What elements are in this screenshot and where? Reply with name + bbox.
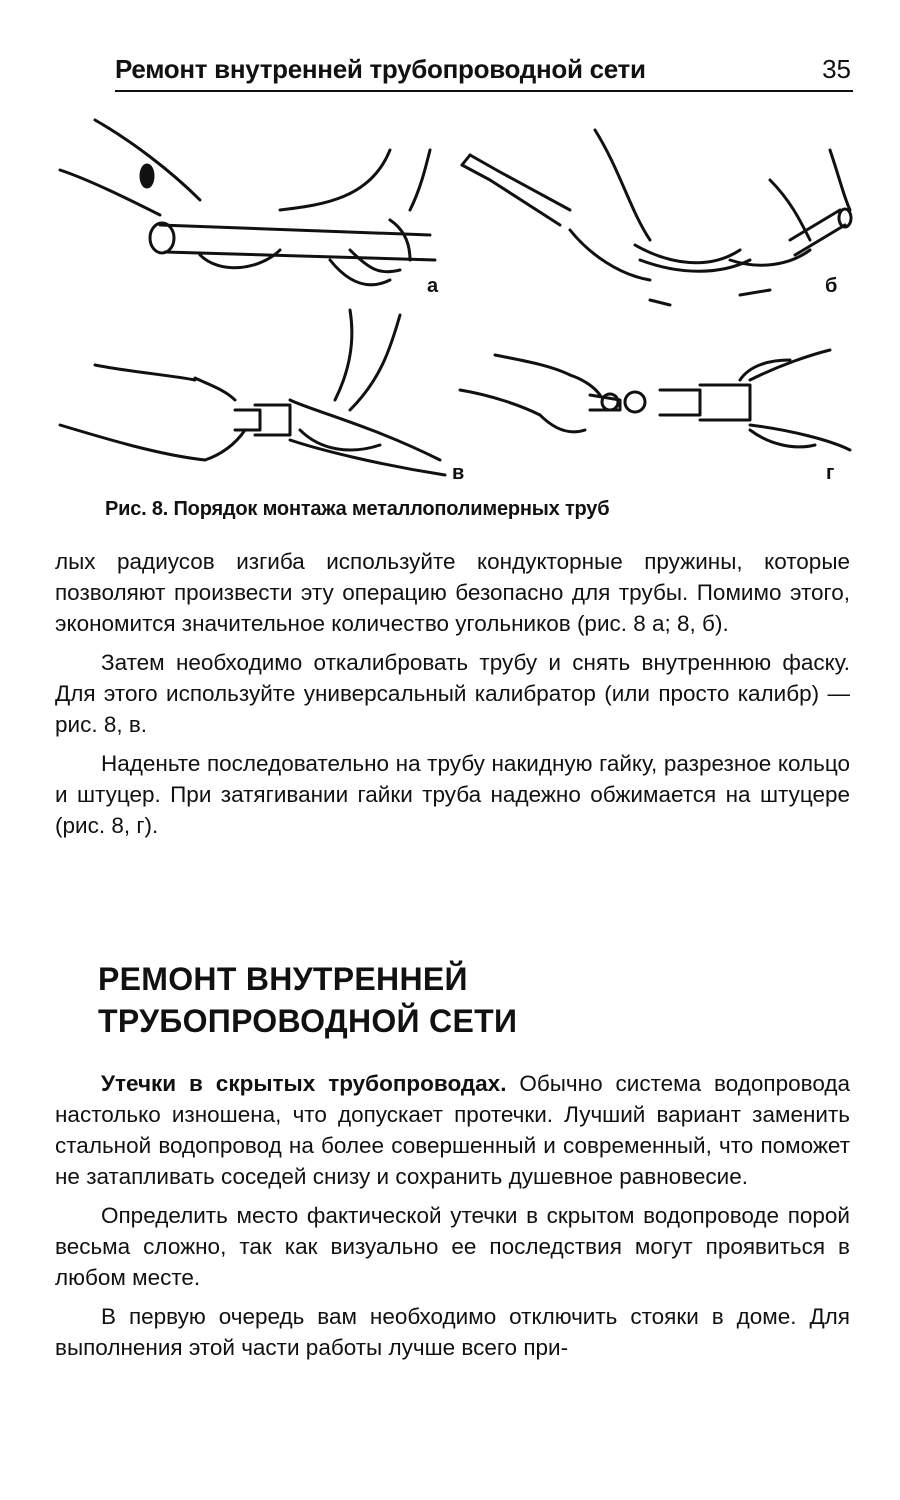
paragraph: лых радиусов изгиба используйте кондукторные пружины, которые позволяют произвести эту операцию безопасно для трубы. Помимо этого, экономится значительное количество угольников (рис. 8 а; 8, б). (55, 549, 850, 636)
paragraph: Определить место фактической утечки в скрытом водопроводе порой весьма сложно, так как визуально ее последствия могут проявиться в любом месте. (55, 1203, 850, 1290)
section-continuation (55, 546, 850, 841)
hands-bending-pipe-icon (462, 130, 851, 305)
hand-calibrating-pipe-icon (60, 310, 445, 475)
running-header (115, 52, 853, 92)
paragraph: Затем необходимо откалибровать трубу и снять внутреннюю фаску. Для этого используйте универсальный калибратор (или просто калибр) — рис. 8, в. (55, 650, 850, 737)
section-heading-line: РЕМОНТ ВНУТРЕННЕЙ (98, 961, 468, 997)
paragraph-text: Обычно система водопровода настолько изношена, что допускает протечки. Лучший вариант заменить стальной водопровод на более совершенный и современный, что поможет не затапливать соседей снизу и сохранить душевное равновесие. (55, 1071, 850, 1189)
paragraph: Наденьте последовательно на трубу накидную гайку, разрезное кольцо и штуцер. При затягивании гайки труба надежно обжимается на штуцере (рис. 8, г). (55, 751, 850, 838)
panel-letter-g: г (826, 462, 835, 484)
figure-8-illustration (50, 110, 860, 490)
running-header-title: Ремонт внутренней трубопроводной сети (115, 54, 646, 84)
figure-8 (50, 110, 860, 490)
section-heading-line: ТРУБОПРОВОДНОЙ СЕТИ (98, 1003, 518, 1039)
page-number: 35 (822, 54, 851, 84)
section-body (55, 1068, 850, 1363)
hands-bending-pipe-with-spring-icon (60, 120, 435, 285)
panel-letter-v: в (452, 462, 465, 484)
paragraph: В первую очередь вам необходимо отключить стояки в доме. Для выполнения этой части работы лучше всего при- (55, 1304, 850, 1360)
panel-letter-a: а (427, 275, 439, 297)
panel-letter-b: б (825, 275, 838, 297)
figure-caption: Рис. 8. Порядок монтажа металлополимерных труб (105, 498, 610, 520)
hands-joining-fitting-icon (460, 350, 850, 450)
paragraph (55, 1068, 850, 1192)
run-in-heading: Утечки в скрытых трубопроводах. (101, 1071, 507, 1096)
section-heading (98, 958, 798, 1042)
